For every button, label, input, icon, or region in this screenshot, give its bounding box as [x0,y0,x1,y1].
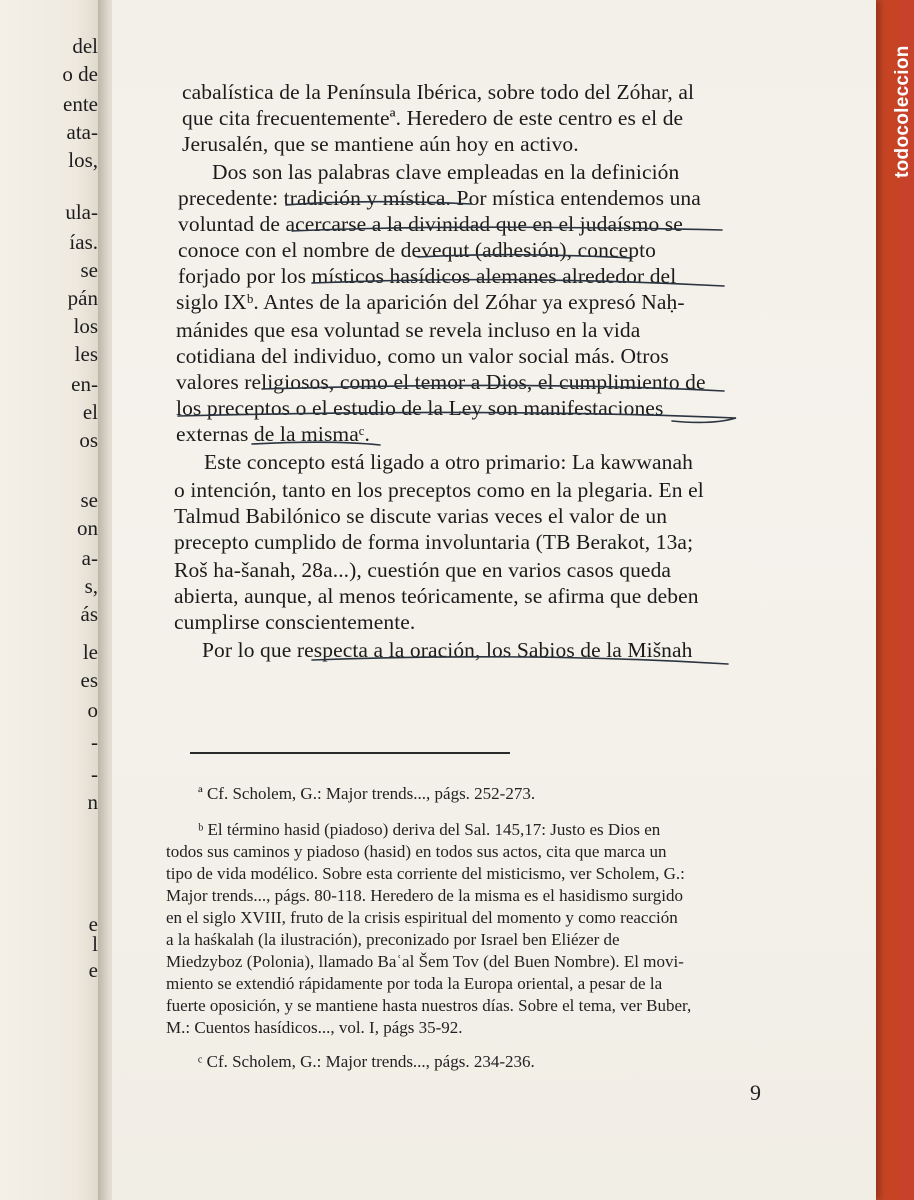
page-number: 9 [750,1080,761,1105]
footnote-line: ª Cf. Scholem, G.: Major trends..., págs. 252-273. [198,784,536,803]
body-line: Jerusalén, que se mantiene aún hoy en activo. [182,132,579,156]
left-fragment: les [74,342,98,366]
body-line: cumplirse conscientemente. [174,610,416,634]
left-fragment: los [73,314,98,338]
left-fragment: se [80,258,98,282]
pen-underline [252,442,380,445]
footnote-line: Major trends..., págs. 80-118. Heredero de la misma es el hasidismo surgido [166,886,683,905]
left-fragment: e [88,958,98,982]
pen-underline [262,385,724,391]
left-fragment: los, [68,148,98,172]
left-fragment: el [82,400,98,424]
body-line: abierta, aunque, al menos teóricamente, se afirma que deben [174,584,699,608]
left-fragment: a- [81,546,98,570]
left-fragment: se [80,488,98,512]
pen-underline [418,255,632,258]
body-line: Dos son las palabras clave empleadas en la definición [212,160,680,184]
pen-underline [312,657,728,664]
footnote-line: ᶜ Cf. Scholem, G.: Major trends..., págs. 234-236. [198,1052,535,1071]
left-fragment: le [82,640,98,664]
left-fragment: os [79,428,98,452]
body-line: voluntad de acercarse a la divinidad que en el judaísmo se [178,212,683,236]
body-line: mánides que esa voluntad se revela incluso en la vida [176,318,641,342]
left-fragment: en- [71,372,98,396]
left-fragment: o [87,698,98,722]
footnote-line: tipo de vida modélico. Sobre esta corriente del misticismo, ver Scholem, G.: [166,864,685,883]
watermark-text: todocoleccion [892,45,913,178]
body-line: conoce con el nombre de devequt (adhesión), concepto [178,238,657,262]
pen-underline [286,202,472,205]
left-fragment: - [91,762,98,786]
left-fragment: e [88,912,98,936]
body-line: que cita frecuentementeª. Heredero de este centro es el de [182,106,684,130]
footnote-line: miento se extendió rápidamente por toda la Europa oriental, a pesar de la [166,974,663,993]
left-fragment: ás [80,602,98,626]
body-line: Este concepto está ligado a otro primario: La kawwanah [204,450,693,474]
body-line: cotidiana del individuo, como un valor social más. Otros [176,344,669,368]
book-page [112,0,876,1200]
left-fragment: ata- [66,120,98,144]
footnote-line: en el siglo XVIII, fruto de la crisis espiritual del momento y como reacción [166,908,678,927]
pen-underline-annotations [112,0,876,720]
body-line: precepto cumplido de forma involuntaria (TB Berakot, 13a; [174,530,694,554]
left-fragment: ías. [69,230,98,254]
pen-underline [292,227,722,231]
footnote-line: Miedzyboz (Polonia), llamado Baʿal Šem Tov (del Buen Nombre). El movi- [166,952,684,971]
left-fragment: - [91,730,98,754]
footnote-line: ᵇ El término hasid (piadoso) deriva del Sal. 145,17: Justo es Dios en [198,820,661,839]
left-fragment: l [92,932,98,956]
left-fragment: o de [62,62,98,86]
body-line: o intención, tanto en los preceptos como en la plegaria. En el [174,478,704,502]
footnote-rule [190,752,510,754]
pen-underline [312,280,724,286]
body-line: precedente: tradición y mística. Por mística entendemos una [178,186,701,210]
footnote-line: fuerte oposición, y se mantiene hasta nuestros días. Sobre el tema, ver Buber, [166,996,692,1015]
body-line: externas de la mismaᶜ. [176,422,370,446]
body-line: Por lo que respecta a la oración, los Sabios de la Mišnah [202,638,693,662]
footnote-line: a la haśkalah (la ilustración), preconizado por Israel ben Eliézer de [166,930,620,949]
left-fragment: n [87,790,98,814]
left-fragment: pán [67,286,98,310]
pen-underline [178,412,736,422]
left-fragment: on [77,516,98,540]
watermark [868,18,913,218]
left-fragment: es [80,668,98,692]
left-fragment: del [72,34,98,58]
body-line: Roš ha-šanah, 28a...), cuestión que en varios casos queda [174,558,672,582]
body-line: siglo IXᵇ. Antes de la aparición del Zóhar ya expresó Naḥ- [176,290,685,314]
body-line: Talmud Babilónico se discute varias veces el valor de un [174,504,668,528]
body-line: forjado por los místicos hasídicos alemanes alrededor del [178,264,677,288]
left-fragment: ula- [65,200,98,224]
footnote-line: todos sus caminos y piadoso (hasid) en todos sus actos, cita que marca un [166,842,667,861]
footnote-line: M.: Cuentos hasídicos..., vol. I, págs 35-92. [166,1018,463,1037]
left-fragment: ente [63,92,98,116]
left-fragment: s, [84,574,98,598]
body-line: cabalística de la Península Ibérica, sobre todo del Zóhar, al [182,80,695,104]
body-line: los preceptos o el estudio de la Ley son manifestaciones [176,396,664,420]
left-page-edge [0,0,108,1200]
body-line: valores religiosos, como el temor a Dios, el cumplimiento de [176,370,706,394]
